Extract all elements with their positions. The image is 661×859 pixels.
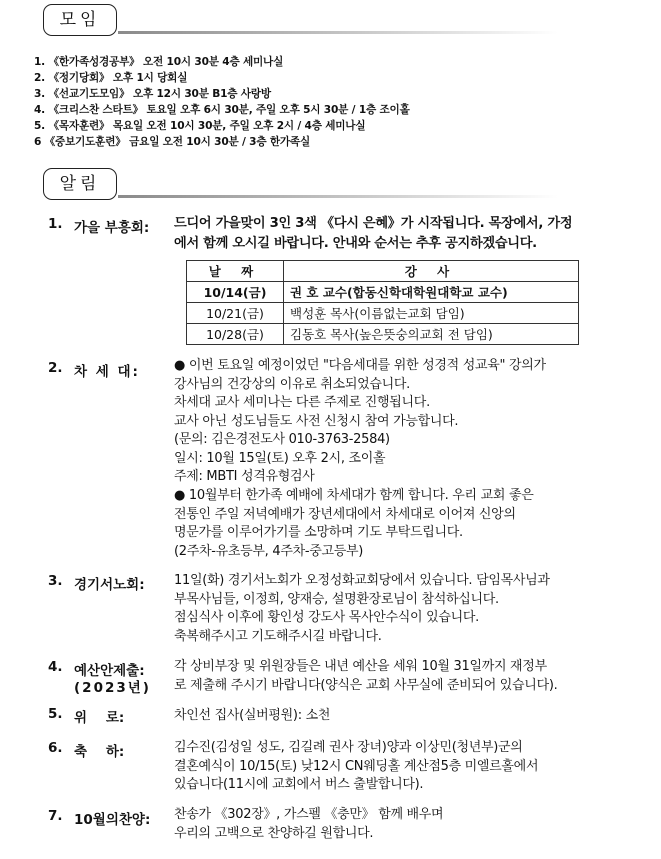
table-header-date: 날 짜 bbox=[187, 261, 284, 282]
condolence-text: 차인선 집사(실버평원): 소천 bbox=[174, 708, 331, 723]
congrats-text: 김수진(김성일 성도, 김길례 권사 장녀)양과 이상민(청년부)군의 결혼예식이 10/15(토) 낮12시 CN웨딩홀 계산점5층 미엘르홀에서 있습니다(11시에 교회에서 버스 출발합니다). bbox=[174, 740, 539, 792]
meeting-item: 6 《중보기도훈련》 금요일 오전 10시 30분 / 3층 한가족실 bbox=[34, 136, 310, 148]
announcements-section-tab: 알림 bbox=[43, 168, 117, 200]
meeting-item: 4. 《크리스찬 스타트》 토요일 오후 6시 30분, 주일 오후 5시 30분 / 1층 조이홀 bbox=[34, 104, 410, 116]
meeting-item: 1. 《한가족성경공부》 오전 10시 30분 4층 세미나실 bbox=[34, 56, 284, 68]
table-row: 10/21(금) 백성훈 목사(이름없는교회 담임) bbox=[187, 303, 579, 324]
revival-text: 드디어 가을맞이 3인 3색 《다시 은혜》가 시작됩니다. 목장에서, 가정 에서 함께 오시길 바랍니다. 안내와 순서는 추후 공지하겠습니다. bbox=[174, 216, 573, 251]
praise-text: 찬송가 《302장》, 가스펠 《충만》 함께 배우며 우리의 고백으로 찬양하길 원합니다. bbox=[174, 807, 444, 841]
condolence-label: 위 로: bbox=[74, 710, 125, 726]
item-number: 2. bbox=[48, 360, 63, 376]
table-row: 10/28(금) 김동호 목사(높은뜻숭의교회 전 담임) bbox=[187, 324, 579, 345]
item-number: 3. bbox=[48, 573, 63, 589]
revival-speaker-table bbox=[186, 260, 579, 345]
item-number: 4. bbox=[48, 659, 63, 675]
budget-year: (2023년) bbox=[74, 680, 151, 696]
meetings-list bbox=[34, 54, 654, 150]
praise-label: 10월의찬양: bbox=[74, 812, 151, 828]
meeting-item: 5. 《목자훈련》 목요일 오전 10시 30분, 주일 오후 2시 / 4층 세미나실 bbox=[34, 120, 366, 132]
table-row: 10/14(금) 권 호 교수(합동신학대학원대학교 교수) bbox=[187, 282, 579, 303]
congrats-label: 축 하: bbox=[74, 744, 125, 760]
meetings-section-rule bbox=[118, 31, 558, 34]
meeting-item: 3. 《선교기도모임》 오후 12시 30분 B1층 사랑방 bbox=[34, 88, 271, 100]
budget-text: 각 상비부장 및 위원장들은 내년 예산을 세워 10월 31일까지 재정부 로 제출해 주시기 바랍니다(양식은 교회 사무실에 준비되어 있습니다). bbox=[174, 659, 558, 693]
next-gen-text-2: ● 10월부터 한가족 예배에 차세대가 함께 합니다. 우리 교회 좋은 전통인 주일 저녁예배가 장년세대에서 차세대로 이어져 신앙의 명문가를 이루어가기를 소망하며 기도 부탁드립니다. (2주차-유초등부, 4주차-중고등부) bbox=[174, 488, 534, 559]
presbytery-text: 11일(화) 경기서노회가 오정성화교회당에서 있습니다. 담임목사님과 부목사님들, 이정희, 양재승, 설명환장로님이 참석하십니다. 점심식사 이후에 황인성 강도사 목사안수식이 있습니다. 축복해주시고 기도해주시길 바랍니다. bbox=[174, 573, 550, 644]
table-header-speaker: 강 사 bbox=[284, 261, 579, 282]
item-number: 6. bbox=[48, 740, 63, 756]
meeting-item: 2. 《정기당회》 오후 1시 당회실 bbox=[34, 72, 188, 84]
next-gen-text-1: ● 이번 토요일 예정이었던 "다음세대를 위한 성경적 성교육" 강의가 강사님의 건강상의 이유로 취소되었습니다. 차세대 교사 세미나는 다른 주제로 진행됩니다. 교사 아닌 성도님들도 사전 신청시 참여 가능합니다. (문의: 김은경전도사 010-3763-2584) 일시: 10월 15일(토) 오후 2시, 조이홀 주제: MBTI 성격유형검사 bbox=[174, 358, 546, 484]
item-number: 5. bbox=[48, 706, 63, 722]
item-number: 1. bbox=[48, 216, 63, 232]
meetings-section-tab: 모임 bbox=[43, 4, 117, 36]
item-number: 7. bbox=[48, 808, 63, 824]
budget-label: 예산안제출: bbox=[74, 663, 145, 679]
announcements-section-rule bbox=[118, 195, 558, 198]
presbytery-label: 경기서노회: bbox=[74, 577, 145, 593]
revival-label: 가을 부흥회: bbox=[74, 220, 150, 236]
next-gen-label: 차 세 대: bbox=[74, 364, 140, 380]
